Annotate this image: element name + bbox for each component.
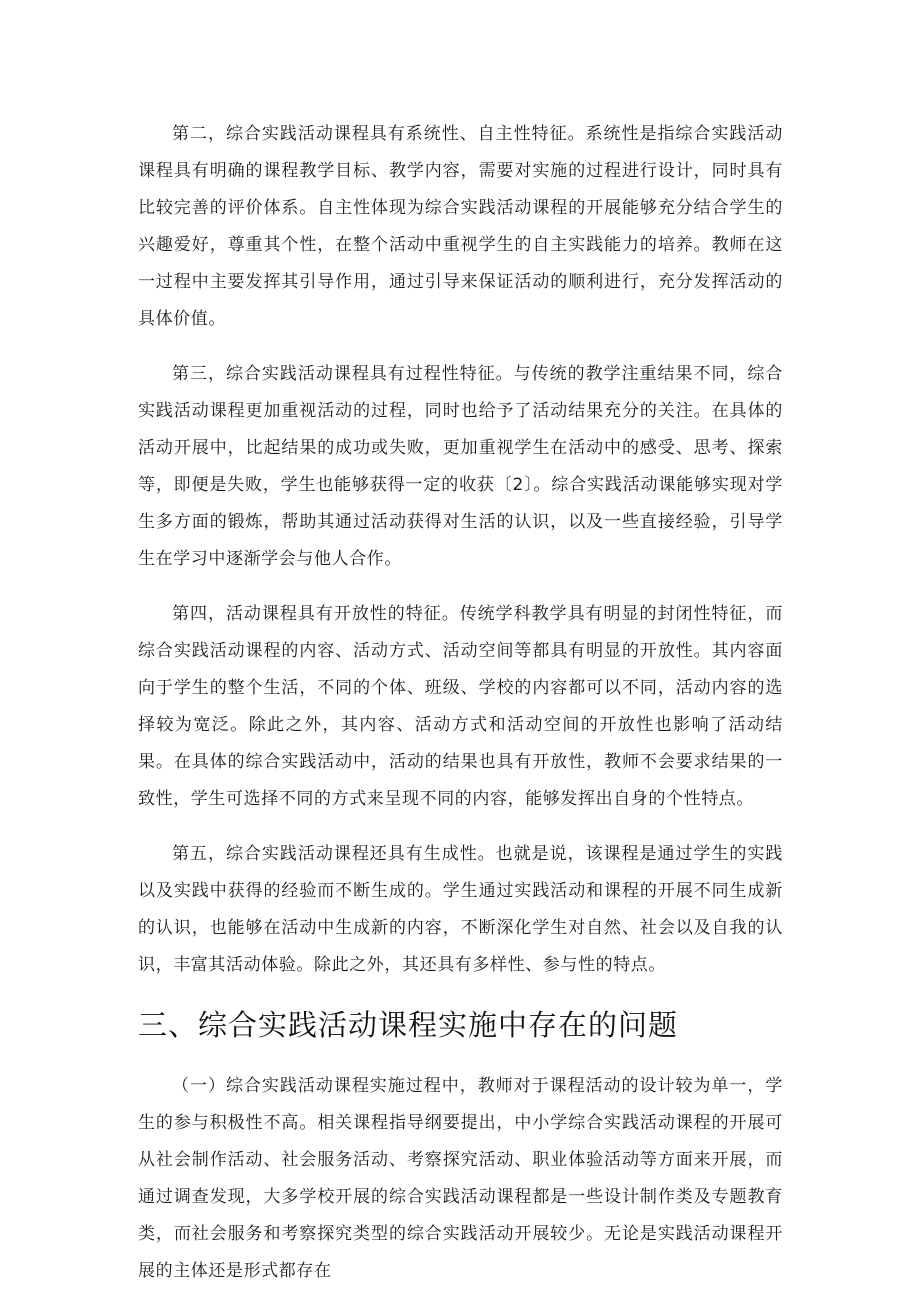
paragraph-third-text-start: 第三，综合实践活动课程具有过程性特征。与传统的教学注重结果不同，综合实践活动课程更加重视活动的过程，同时也给予了活动结果充分的关注。在具体的活动开展中，比起结果的成功或失败，更加重视学生在活动中的感受、思考、探索等，即便是失败，学生也能够获得一定的收获 xyxy=(138,364,783,495)
paragraph-section-three-first: （一）综合实践活动课程实施过程中，教师对于课程活动的设计较为单一，学生的参与积极性不高。相关课程指导纲要提出，中小学综合实践活动课程的开展可从社会制作活动、社会服务活动、考察探究活动、职业体验活动等方面来开展，而通过调查发现，大多学校开展的综合实践活动课程都是一些设计制作类及专题教育类，而社会服务和考察探究类型的综合实践活动开展较少。无论是实践活动课程开展的主体还是形式都存在 xyxy=(138,1076,783,1281)
paragraph-fifth-feature: 第五，综合实践活动课程还具有生成性。也就是说，该课程是通过学生的实践以及实践中获得的经验而不断生成的。学生通过实践活动和课程的开展不同生成新的认识，也能够在活动中生成新的内容，不断深化学生对自然、社会以及自我的认识，丰富其活动体验。除此之外，其还具有多样性、参与性的特点。 xyxy=(138,844,783,975)
paragraph-fourth-feature: 第四，活动课程具有开放性的特征。传统学科教学具有明显的封闭性特征，而综合实践活动课程的内容、活动方式、活动空间等都具有明显的开放性。其内容面向于学生的整个生活，不同的个体、班级、学校的内容都可以不同，活动内容的选择较为宽泛。除此之外，其内容、活动方式和活动空间的开放性也影响了活动结果。在具体的综合实践活动中，活动的结果也具有开放性，教师不会要求结果的一致性，学生可选择不同的方式来呈现不同的内容，能够发挥出自身的个性特点。 xyxy=(138,604,783,809)
paragraph-third-feature xyxy=(138,356,783,578)
section-heading: 三、综合实践活动课程实施中存在的问题 xyxy=(138,1008,679,1042)
paragraph-second-feature: 第二，综合实践活动课程具有系统性、自主性特征。系统性是指综合实践活动课程具有明确的课程教学目标、教学内容，需要对实施的过程进行设计，同时具有比较完善的评价体系。自主性体现为综合实践活动课程的开展能够充分结合学生的兴趣爱好，尊重其个性，在整个活动中重视学生的自主实践能力的培养。教师在这一过程中主要发挥其引导作用，通过引导来保证活动的顺利进行，充分发挥活动的具体价值。 xyxy=(138,124,783,329)
paragraph-third-text-end: 。综合实践活动课能够实现对学生多方面的锻炼，帮助其通过活动获得对生活的认识，以及一些直接经验，引导学生在学习中逐渐学会与他人合作。 xyxy=(138,475,784,569)
citation-reference: 〔2〕 xyxy=(494,475,534,495)
document-page xyxy=(138,116,783,1290)
